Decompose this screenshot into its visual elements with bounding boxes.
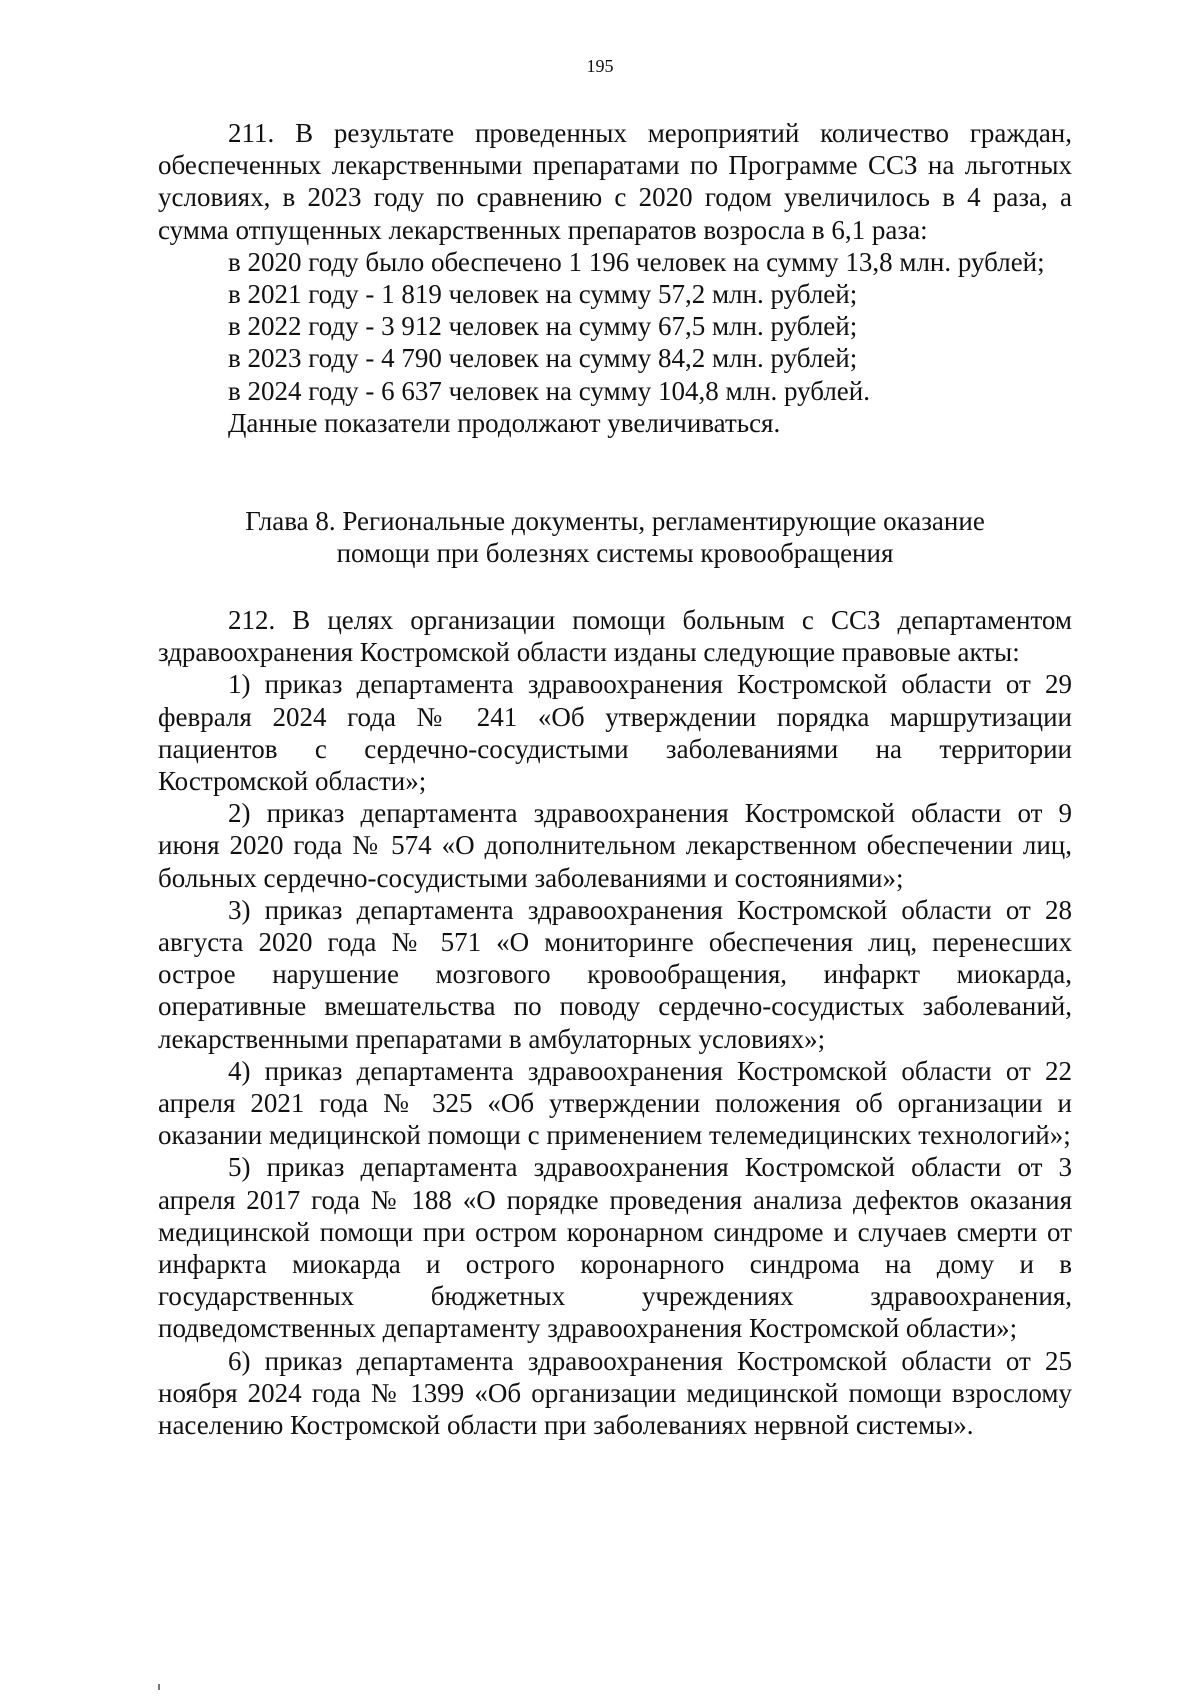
section-211-conclusion: Данные показатели продолжают увеличиваться. (228, 407, 781, 438)
legal-act-item: 5) приказ департамента здравоохранения Костромской области от 3 апреля 2017 года № 188 «О порядке проведения анализа дефектов оказания медицинской помощи при остром коронарном синдроме и случаев смерти от инфаркта миокарда и острого коронарного синдрома на дому и в государственных бюджетных учреждениях здравоохранения, подведомственных департаменту здравоохранения Костромской области»; (158, 1152, 1072, 1344)
stat-2023: в 2023 году - 4 790 человек на сумму 84,2 млн. рублей; (228, 343, 858, 374)
chapter-8-heading (158, 505, 1072, 569)
section-212 (158, 604, 1072, 1441)
scan-margin-mark (158, 1684, 160, 1690)
chapter-8-title-line-1: Глава 8. Региональные документы, регламентирующие оказание (245, 506, 985, 536)
stat-2024: в 2024 году - 6 637 человек на сумму 104,8 млн. рублей. (228, 375, 870, 406)
legal-act-item: 6) приказ департамента здравоохранения Костромской области от 25 ноября 2024 года № 1399 «Об организации медицинской помощи взрослому населению Костромской области при заболеваниях нервной системы». (158, 1345, 1072, 1441)
section-212-intro: 212. В целях организации помощи больным с ССЗ департаментом здравоохранения Костромской области изданы следующие правовые акты: (158, 605, 1072, 668)
legal-act-item: 1) приказ департамента здравоохранения Костромской области от 29 февраля 2024 года № 241 «Об утверждении порядка маршрутизации пациентов с сердечно-сосудистыми заболеваниями на территории Костромской области»; (158, 669, 1072, 797)
page-number: 195 (586, 56, 614, 76)
section-211 (158, 117, 1072, 439)
section-211-intro: 211. В результате проведенных мероприятий количество граждан, обеспеченных лекарственными препаратами по Программе ССЗ на льготных условиях, в 2023 году по сравнению с 2020 годом увеличилось в 4 раза, а сумма отпущенных лекарственных препаратов возросла в 6,1 раза: (158, 118, 1072, 245)
legal-act-item: 3) приказ департамента здравоохранения Костромской области от 28 августа 2020 года № 571 «О мониторинге обеспечения лиц, перенесших острое нарушение мозгового кровообращения, инфаркт миокарда, оперативные вмешательства по поводу сердечно-сосудистых заболеваний, лекарственными препаратами в амбулаторных условиях»; (158, 894, 1072, 1054)
legal-act-item: 4) приказ департамента здравоохранения Костромской области от 22 апреля 2021 года № 325 «Об утверждении положения об организации и оказании медицинской помощи с применением телемедицинских технологий»; (158, 1055, 1072, 1151)
stat-2022: в 2022 году - 3 912 человек на сумму 67,5 млн. рублей; (228, 311, 858, 342)
chapter-8-title-line-2: помощи при болезнях системы кровообращения (336, 538, 894, 568)
stat-2021: в 2021 году - 1 819 человек на сумму 57,2 млн. рублей; (228, 279, 858, 310)
legal-act-item: 2) приказ департамента здравоохранения Костромской области от 9 июня 2020 года № 574 «О дополнительном лекарственном обеспечении лиц, больных сердечно-сосудистыми заболеваниями и состояниями»; (158, 798, 1072, 893)
stat-2020: в 2020 году было обеспечено 1 196 человек на сумму 13,8 млн. рублей; (228, 246, 1045, 277)
